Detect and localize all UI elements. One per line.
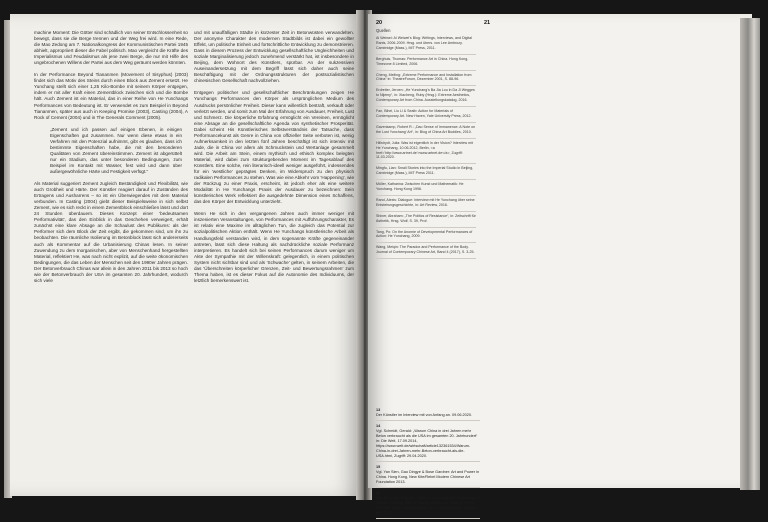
footnote xyxy=(376,408,480,421)
footnote-text: Vgl. Schröder, Dagmar: Cultures of Knowledge: Technology in Chinese History. Edition Global, Leiden u.a.; Nenad H. und Yan Han; Hrsg. von Lausanne; Zu Kunst und Kultur, Leiden: Brill 2012. xyxy=(376,496,480,515)
source-entry: Ai Weiwei: Ai Weiwei's Blog: Writings, Interviews, and Digital Rants, 2006-2009. Hrsg. und übers. von Lee Ambrozy. Cambridge (Mass.), MIT Press, 2011. xyxy=(376,36,476,55)
footnotes xyxy=(376,408,480,522)
footnote-number: 16 xyxy=(376,491,381,495)
page-number-20: 20 xyxy=(376,20,383,26)
source-entry: Hillstrydt, Julia: Was ist eigentlich in der Vision? Interview mit He Yunchang, 10.06.2012, Berlin, <a href='http://www.artnet.de'>www.artnet.de</a>, Zugriff: 11.03.2020. xyxy=(376,141,476,165)
source-entry: Müller, Katharina: Zwischen Kunst und Mathematik: He Yunchang. Hong Kong 1996. xyxy=(376,182,476,196)
right-page-edge xyxy=(740,18,760,490)
footnote-number: 14 xyxy=(376,424,381,428)
paragraph: machine Moment: Die Götter sind schädlich von seiner Entschlossenheit so bewegt, dass sie die Berge trennen und der Weg frei wird. In eine Rede, die Mao Zedong am 7. Nationalkongress der Kommunistischen Partei 1945 abhielt, appropriiert dieser die Fabel politisch. Mao vergleicht die Kräfte des Imperialismus und Feudalismus als jene zwei Berge, die nur mit Hilfe des ungebrochenen Willens der Partei aus dem Weg geräumt werden könnten. xyxy=(34,30,188,66)
source-entry: Berghuis, Thomas: Performance Art in China. Hong Kong, Timezone 8 Limited, 2006. xyxy=(376,57,476,71)
source-entry: Mingfu, Lian: Small Stories into the Imperial Studio in Beijing, Cambridge (Mass.), MIT Press 2011. xyxy=(376,166,476,180)
source-entry: Fan, Bihei, Liu Li & Seaib: Action for Materials of Contemporary Art. New Haven, Yale University Press, 2012. xyxy=(376,109,476,123)
footnote-text: Der Künstler im Interview mit von Anfang an. 09.06.2020. xyxy=(376,413,473,417)
paragraph: In der Performance Beyond Tiananmen (Movement of Sisyphus) (2003) findet sich das Motiv des Steins durch einen Block aus Zement ersetzt. He Yunchang stellt sich einer 1,25 Kilo-Bombe mit seinem Körper entgegen, indem er mit aller Kraft einen Zementblock zwischen sich und die Bombe hält. Auch Zement ist ein Material, das in einer Reihe von He Yunchangs Performances von Bedeutung ist. Er verwendet es zum Beispiel in Beyond Tiananmen, später aus auch in Keeping Promise (2003), Casting (2004), A Rock of Cement (2004) und in The Generals Comment (2005). xyxy=(34,72,188,120)
paragraph: Wenn He sich in den vergangenen Jahren auch immer weniger mit inszenierten Veranstaltungen, von Performances mit Aufführungscharakter, Es ist relativ eine Maxime im alltäglichen Tun, die zugleich das Potential zur sozialpolitischen Aktion enthält. Wenn He Yunchangs künstlerische Arbeit als Handlungsfeld verstanden wird, in dem sogenannte Kräfte gegeneinander antreten, lässt sich diese Haltung als nachdrückliche soziale Performanz interpretieren. Es handelt sich bei seinen Performances darum weniger um Akte der Sympathie mit der Willenskraft: gelegentlich, in einem politischen System nicht sichtbar sind und als 'Schwache' gelten, in seinem Arbeiten, die das 'Überschreiten körperlicher Grenzen, Zeit- und Bewertungsrahmen' zum Thema haben, ist es dieser Fokus auf die Autonomie des Individuums, der letztlich bemerkenswert ist. xyxy=(194,211,354,283)
sources-heading: Quellen xyxy=(376,28,391,33)
footnote xyxy=(376,465,480,488)
sources-list xyxy=(376,36,476,261)
source-entry: Erdreiter, Jeroen: „He Yunchang's Ba Jia Lou in Da Ji Wegges to Nijemy“, in: Xiacheng, Ruby (Hrsg.): Extreme Aesthetics, Contemporary Art from China. Ausstellungskatalog, 2016. xyxy=(376,88,476,107)
block-quote: „Zement und ich passen auf einigen Ebenen, in einigen Eigenschaften gut zusammen. Nur wenn diese etwas in ein Verfahren mit den Potenzial aufnimmt, gibt es glauben, dass ich bestimmte Eigenschaften habe, die mit den besonderen Qualitäten von Zement übereinstimmen. Zement ist abgerüttelt nur ein Stadium, das unter besonderen Bedingungen, zum Beispiel im Kontakt mit Wasser, fest wird und dann über außergewöhnliche Härte und Festigkeit verfügt.“ xyxy=(50,126,182,174)
page-number-21: 21 xyxy=(484,20,491,26)
left-page-column-2 xyxy=(194,30,354,506)
footnote-text: Vgl. Yan Sien, Gao Dingye & Bose Gardner: Art and Power in China. Hong Kong, New Kite/Rebel Modern Chinese Art Foundation 2013. xyxy=(376,470,480,484)
footnote xyxy=(376,491,480,519)
paragraph: und mit unauffälligen Städte in kürzester Zeit in Betonwüsten verwandelten. Der anonyme Charakter des modernen Stadtbilds ist dabei ein gewollter Effekt, um politische Einheit und fortschrittliche Entwicklung zu demonstrieren. Dass in diesem Prozess der Entwicklung gesellschaftliche Ungleichheiten und soziale Marginalisierung jedoch zunehmend verstärkt hat, ist insbesondere in Beijing, dem Wohnort des Künstlers, spürbar. An der sukzessiven Auseinandersetzung mit dem Begriff lässt sich daher auch seine Beschäftigung mit der Ordnungsstrukturen der postsozialistischen chinesischen Gesellschaft nachvollziehen. xyxy=(194,30,354,84)
source-entry: Rand, Alexis: Dialogue: Interview mit He Yunchang über seine Entstehungsgeschichte, in: Art Review, 2016. xyxy=(376,198,476,212)
source-entry: Shiner, Abraham: „The Politics of Resistance“, in: Zeitschrift für Ästhetik, Hrsg. Wolf, S. 39, Prof. xyxy=(376,214,476,228)
footnote-number: 13 xyxy=(376,408,381,412)
footnote-text: Vgl. Schmidt, Gerald: „Warum China in drei Jahren mehr Beton verbraucht als die USA im gesamten 20. Jahrhundert“ in: Die Welt, 17.09.2014, https://www.welt.de/wirtschaft/article132361534/Warum-China-in-drei-Jahren-mehr-Beton-verbraucht-als-die-USA.html, Zugriff: 29.04.2020. xyxy=(376,429,478,458)
source-entry: Wang, Meiqin: The Paradox and Performance of the Body. Journal of Contemporary Chinese Art, Band 4 (2017), S. 3-25. xyxy=(376,245,476,259)
footnote-number: 15 xyxy=(376,465,381,469)
footnote xyxy=(376,424,480,462)
source-entry: Cheng, Meiling: „Extreme Performance and Installation from China“ in: TheatreForum, Dezember 2001, S. 88-96. xyxy=(376,73,476,87)
left-page xyxy=(10,14,362,496)
paragraph: Als Material suggeriert Zement zugleich Beständigkeit und Flexibilität, wie auch Grobheit und Härte. Der Künstler reagiert darauf in Zuständen des Ertragens und Ausharrens – so ist ein Überwiegendes mit dem Material verbunden. In Casting (2004) giebt dieser Beispielsweise in sich selbst Zement, wie es sich reckt in einem Zementblock einschließen lässt und dort 24 Stunden überdauern. Dieses Konzept einer 'bedeutsamen Performativität', das den Einblick in das Geschehen verweigert, erhält zunächst eine klare Absage an die Schaulust des Publikums: als der Performer sich dem Block der Zeit ergibt, die gekommen sind, um ihn zu beobachten. Die räumliche Isolierung im Betonblock lässt sich andererseits auch als Kommentar auf die Urbanisierung Chinas lesen. In seiner Zuwendung zu dem Inorganischen, aber von Menschenhand hergestellten Material, reflektiert He, was nach nicht explizit, auf die weite ökonomischen Bedingungen, die das Leben der Menschen seit den 1990er Jahren prägen. Der Betonverbrauch Chinas war allein in den Jahren 2011 bis 2013 so hoch wie der Betonverbrauch der USA im gesamten 20. Jahrhundert, wodurch sich viele xyxy=(34,181,188,283)
left-page-column-1 xyxy=(34,30,188,506)
source-entry: Gavenkamp, Robert R.: „Dao Sense of Immanence: A Note on the Lost Yunchang' Art“, in: Blog of China Art Buddies, 2010. xyxy=(376,125,476,139)
source-entry: Tang, Po: On the Anomie of Developmental Performances of Action: He Yunchang, 2009. xyxy=(376,230,476,244)
paragraph: Entgegen politischer und gesellschaftlicher Beschränkungen zeigen He Yunchangs Performances den Körper als ursprünglichen Medium des Ausdrucks persönlicher Freiheit. Dieser kann willentlich bestraft, verkauft oder verletzt werden, und somit zum Mal der Erfahrung von Ausdauer, Freiheit, Lust und Schmerz. Die körperliche Erfahrung ermöglicht ein Vereinen, ermöglicht eine Absage an die gesellschaftliche Agenda von synthetischer Prosperität. Dabei scheint His Künstlerisches Selbstverständnis der Tatsache, dass Performancekunst als Genre in China von offizieller Seite verboten ist, wenig Aufmerksamkeit in den letzten fünf Jahren beschäftigt ist sich intensiv mit Jade, die in China vor allem als Schmuckstein und Wertanlage gesammelt wird. Die Arbeit am Stein, einem mythisch und ethisch komplex belegten Material, wird dabei zum strukturgebenden Moment im Tagesablauf des Künstlers. Eine solche, rein literarisch-ideell weniger ausgeführt, indessendes für ein 'westliche' geprägtes Denken, im Widerspruch zu den physisch radikalen Performances zu stehen. Was wie eine Abkehr vom 'Happening', wie der Rückzug zu einer Praxis, erscheint, ist jedoch eher als eine weitere Modalität in He Yunchangs Praxis der Ausdauer zu bezeichnen: Sein künstlerisches Werk reflektiert die ausgedehnte Dimension eines Schaffens, das den Körper der Entwicklung unterzieht. xyxy=(194,90,354,205)
